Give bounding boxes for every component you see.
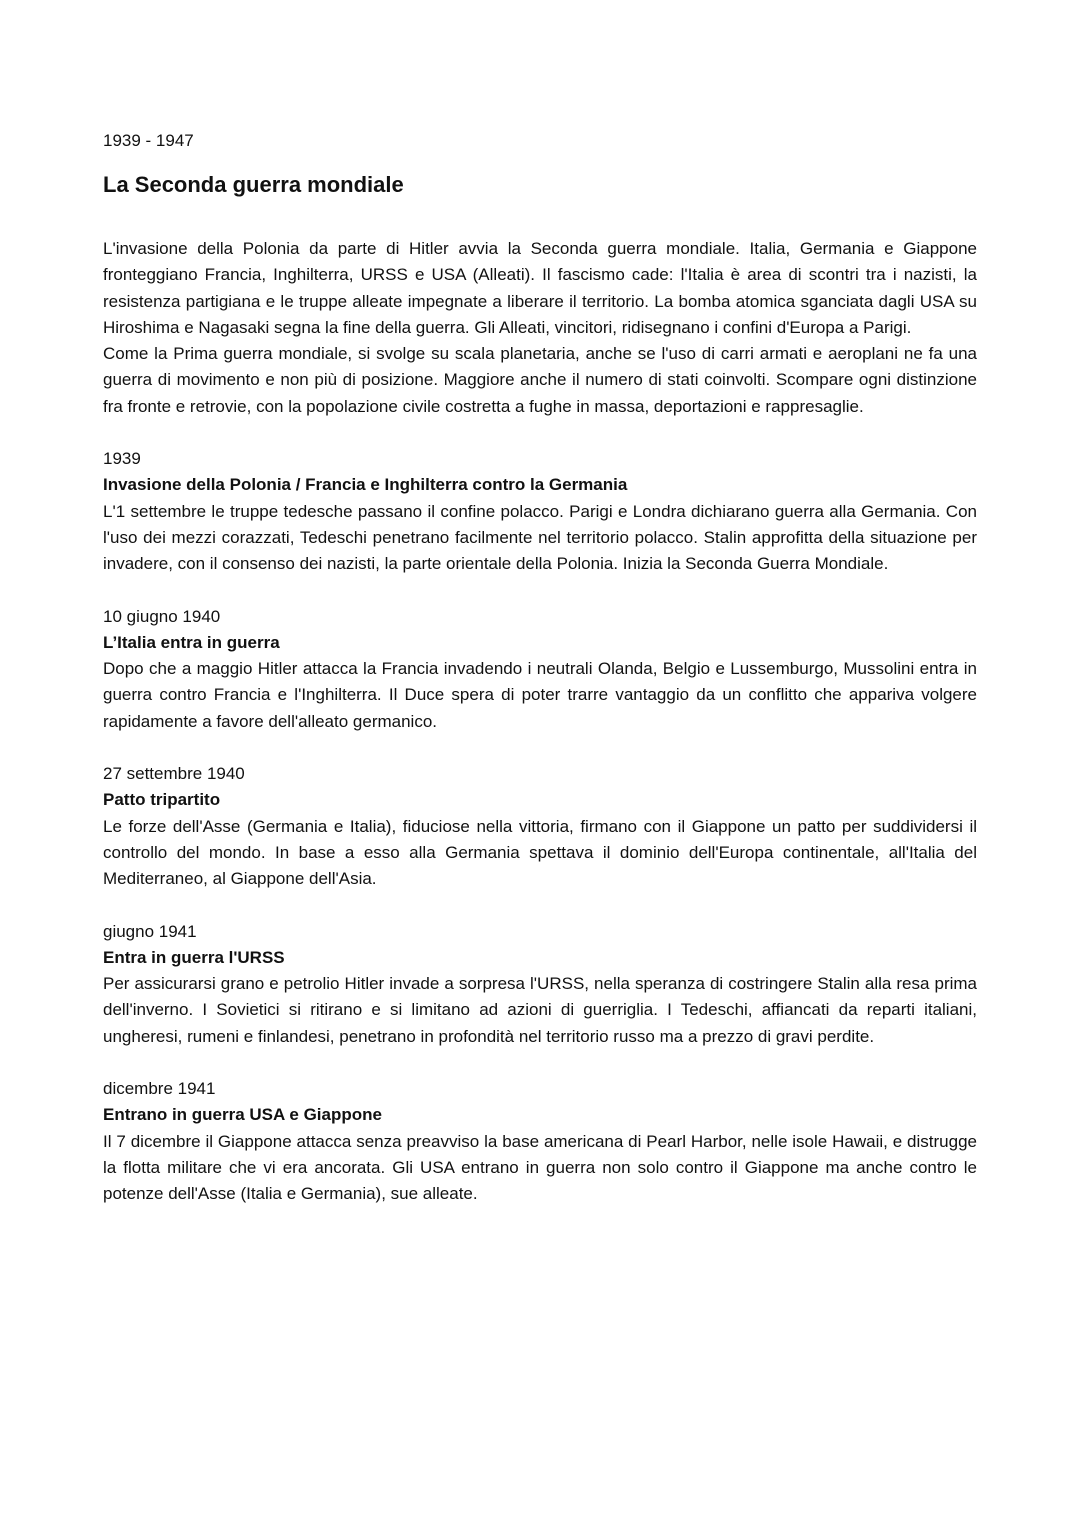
section-date: 27 settembre 1940 [103, 764, 245, 784]
intro-paragraph-1: L'invasione della Polonia da parte di Hitler avvia la Seconda guerra mondiale. Italia, Germania e Giappone fronteggiano Francia, Inghilterra, URSS e USA (Alleati). Il fascismo cade: l'Italia è area di scontri tra i nazisti, la resistenza partigiana e le truppe alleate impegnate a liberare il territorio. La bomba atomica sganciata dagli USA su Hiroshima e Nagasaki segna la fine della guerra. Gli Alleati, vincitori, ridisegnano i confini d'Europa a Parigi. [103, 239, 977, 337]
document-title: La Seconda guerra mondiale [103, 172, 404, 197]
section-heading: Invasione della Polonia / Francia e Inghilterra contro la Germania [103, 475, 628, 495]
section-date: 10 giugno 1940 [103, 606, 221, 626]
section-heading: L’Italia entra in guerra [103, 632, 280, 652]
section-june-1941 [103, 919, 977, 1050]
section-september-1940 [103, 761, 977, 892]
section-heading: Patto tripartito [103, 790, 221, 810]
intro-paragraph-2: Come la Prima guerra mondiale, si svolge su scala planetaria, anche se l'uso di carri armati e aeroplani ne fa una guerra di movimento e non più di posizione. Maggiore anche il numero di stati coinvolti. Scompare ogni distinzione fra fronte e retrovie, con la popolazione civile costretta a fughe in massa, deportazioni e rappresaglie. [103, 344, 977, 416]
document-date-range: 1939 - 1947 [103, 131, 194, 150]
section-december-1941 [103, 1076, 977, 1207]
section-date: dicembre 1941 [103, 1079, 216, 1099]
section-date: 1939 [103, 449, 141, 469]
section-text: L'1 settembre le truppe tedesche passano il confine polacco. Parigi e Londra dichiarano guerra alla Germania. Con l'uso dei mezzi corazzati, Tedeschi penetrano facilmente nel territorio polacco. Stalin approfitta della situazione per invadere, con il consenso dei nazisti, la parte orientale della Polonia. Inizia la Seconda Guerra Mondiale. [103, 501, 977, 574]
section-text: Le forze dell'Asse (Germania e Italia), fiduciose nella vittoria, firmano con il Giappone un patto per suddividersi il controllo del mondo. In base a esso alla Germania spettava il dominio dell'Europa continentale, all'Italia del Mediterraneo, al Giappone dell'Asia. [103, 816, 977, 889]
intro-block [103, 236, 977, 420]
section-text: Il 7 dicembre il Giappone attacca senza preavviso la base americana di Pearl Harbor, nelle isole Hawaii, e distrugge la flotta militare che vi era ancorata. Gli USA entrano in guerra non solo contro il Giappone ma anche contro le potenze dell'Asse (Italia e Germania), sue alleate. [103, 1131, 977, 1204]
section-heading: Entra in guerra l'URSS [103, 947, 285, 967]
document-page [103, 128, 977, 1208]
section-june-1940 [103, 604, 977, 735]
section-text: Dopo che a maggio Hitler attacca la Francia invadendo i neutrali Olanda, Belgio e Lussemburgo, Mussolini entra in guerra contro Francia e l'Inghilterra. Il Duce spera di poter trarre vantaggio da un conflitto che appariva volgere rapidamente a favore dell'alleato germanico. [103, 659, 977, 731]
section-1939 [103, 446, 977, 577]
section-heading: Entrano in guerra USA e Giappone [103, 1105, 382, 1125]
section-text: Per assicurarsi grano e petrolio Hitler invade a sorpresa l'URSS, nella speranza di costringere Stalin alla resa prima dell'inverno. I Sovietici si ritirano e si limitano ad azioni di guerriglia. I Tedeschi, affiancati da reparti italiani, ungheresi, rumeni e finlandesi, penetrano in profondità nel territorio russo ma a prezzo di gravi perdite. [103, 974, 977, 1046]
section-date: giugno 1941 [103, 921, 197, 941]
